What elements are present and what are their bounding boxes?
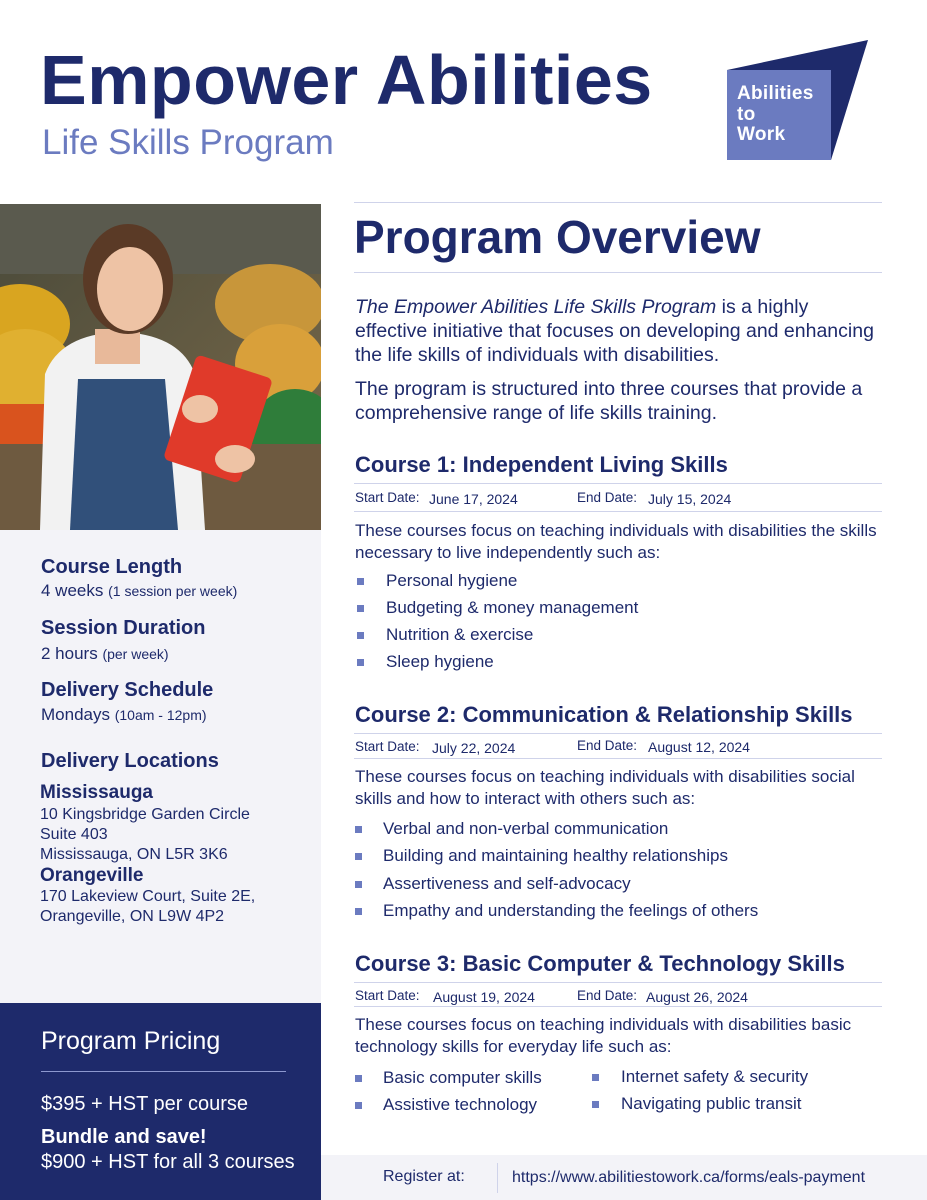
list-item: Personal hygiene: [386, 571, 518, 590]
start-date-label: Start Date:: [355, 988, 420, 1003]
course-length-heading: Course Length: [41, 556, 183, 578]
bullet-square-icon: [592, 1101, 599, 1108]
bullet-square-icon: [355, 1102, 362, 1109]
logo-line-2: to: [737, 103, 756, 125]
overview-title: Program Overview: [354, 211, 761, 263]
page-title: Empower Abilities: [40, 41, 653, 119]
list-item: Budgeting & money management: [386, 598, 639, 617]
page-subtitle: Life Skills Program: [42, 123, 334, 162]
list-item: Building and maintaining healthy relationships: [383, 846, 728, 865]
delivery-schedule-value: [41, 705, 207, 725]
delivery-schedule-main: Mondays: [41, 705, 110, 724]
pricing-divider: [41, 1071, 286, 1072]
register-bar: [321, 1155, 927, 1200]
session-duration-note: (per week): [102, 646, 169, 662]
end-date-label: End Date:: [577, 490, 638, 505]
program-details-panel: [0, 530, 321, 1003]
course-length-value: [41, 581, 237, 601]
pricing-title: Program Pricing: [41, 1027, 221, 1055]
location-city: Mississauga: [40, 782, 153, 803]
list-item: Sleep hygiene: [386, 652, 494, 671]
end-date-value: August 26, 2024: [646, 989, 748, 1005]
logo-text: [737, 84, 814, 146]
end-date-value: July 15, 2024: [648, 491, 732, 507]
course-3-description: These courses focus on teaching individuals with disabilities basic technology skills for everyday life such as:: [355, 1015, 852, 1056]
course-1-description: These courses focus on teaching individuals with disabilities the skills necessary to live independently such as:: [355, 521, 877, 562]
divider: [354, 511, 882, 512]
list-item: Navigating public transit: [621, 1094, 802, 1113]
list-item: Assistive technology: [383, 1095, 538, 1114]
end-date-label: End Date:: [577, 738, 638, 753]
address-line: Suite 403: [40, 826, 108, 843]
program-name-italic: The Empower Abilities Life Skills Program: [355, 296, 717, 318]
overview-paragraph-1: [355, 295, 875, 367]
list-item: Basic computer skills: [383, 1068, 542, 1087]
location-address: [40, 887, 255, 927]
register-divider: [497, 1163, 498, 1193]
overview-paragraph-1-text: is a highly effective initiative that focuses on developing and enhancing the life skills of individuals with disabilities.: [355, 296, 874, 366]
delivery-schedule-heading: Delivery Schedule: [41, 679, 214, 701]
bundle-price: $900 + HST for all 3 courses: [41, 1151, 295, 1173]
bullet-square-icon: [357, 632, 364, 639]
divider: [354, 733, 882, 734]
session-duration-main: 2 hours: [41, 644, 98, 663]
bullet-square-icon: [355, 826, 362, 833]
divider: [354, 758, 882, 759]
address-line: Mississauga, ON L5R 3K6: [40, 846, 228, 863]
list-item: Internet safety & security: [621, 1067, 809, 1086]
delivery-locations-heading: Delivery Locations: [41, 750, 219, 772]
location-address: [40, 805, 250, 865]
bundle-heading: Bundle and save!: [41, 1126, 207, 1148]
course-3-title: Course 3: Basic Computer & Technology Skills: [355, 951, 845, 976]
course-1-title: Course 1: Independent Living Skills: [355, 452, 728, 477]
location-city: Orangeville: [40, 865, 144, 886]
address-line: Orangeville, ON L9W 4P2: [40, 908, 225, 925]
divider: [354, 1006, 882, 1007]
divider: [354, 202, 882, 203]
bullet-square-icon: [357, 659, 364, 666]
course-length-note: (1 session per week): [108, 583, 238, 599]
participant-photo: [0, 204, 321, 530]
logo-line-1: Abilities: [737, 83, 814, 104]
overview-paragraph-2: The program is structured into three courses that provide a comprehensive range of life skills training.: [355, 378, 863, 424]
pricing-panel: [0, 1003, 321, 1200]
address-line: 10 Kingsbridge Garden Circle: [40, 806, 250, 823]
bullet-square-icon: [355, 908, 362, 915]
course-2-description: These courses focus on teaching individuals with disabilities social skills and how to interact with others such as:: [355, 767, 855, 808]
start-date-value: July 22, 2024: [432, 740, 516, 756]
course-length-main: 4 weeks: [41, 581, 104, 600]
list-item: Verbal and non-verbal communication: [383, 819, 669, 838]
start-date-label: Start Date:: [355, 490, 420, 505]
start-date-value: June 17, 2024: [429, 491, 518, 507]
bullet-square-icon: [355, 853, 362, 860]
list-item: Assertiveness and self-advocacy: [383, 874, 631, 893]
divider: [354, 483, 882, 484]
bullet-square-icon: [592, 1074, 599, 1081]
session-duration-value: [41, 644, 169, 664]
bullet-square-icon: [357, 605, 364, 612]
logo-line-3: Work: [737, 124, 786, 145]
start-date-label: Start Date:: [355, 739, 420, 754]
end-date-value: August 12, 2024: [648, 739, 750, 755]
divider: [354, 272, 882, 273]
delivery-schedule-note: (10am - 12pm): [114, 707, 207, 723]
register-link[interactable]: https://www.abilitiestowork.ca/forms/eals-payment: [512, 1169, 866, 1186]
bullet-square-icon: [357, 578, 364, 585]
session-duration-heading: Session Duration: [41, 617, 206, 639]
list-item: Nutrition & exercise: [386, 625, 534, 644]
course-2-title: Course 2: Communication & Relationship Skills: [355, 702, 853, 727]
list-item: Empathy and understanding the feelings of others: [383, 901, 759, 920]
register-label: Register at:: [383, 1168, 465, 1185]
divider: [354, 982, 882, 983]
bullet-square-icon: [355, 881, 362, 888]
address-line: 170 Lakeview Court, Suite 2E,: [40, 888, 256, 905]
bullet-square-icon: [355, 1075, 362, 1082]
per-course-price: $395 + HST per course: [41, 1093, 248, 1115]
end-date-label: End Date:: [577, 988, 638, 1003]
start-date-value: August 19, 2024: [433, 989, 535, 1005]
